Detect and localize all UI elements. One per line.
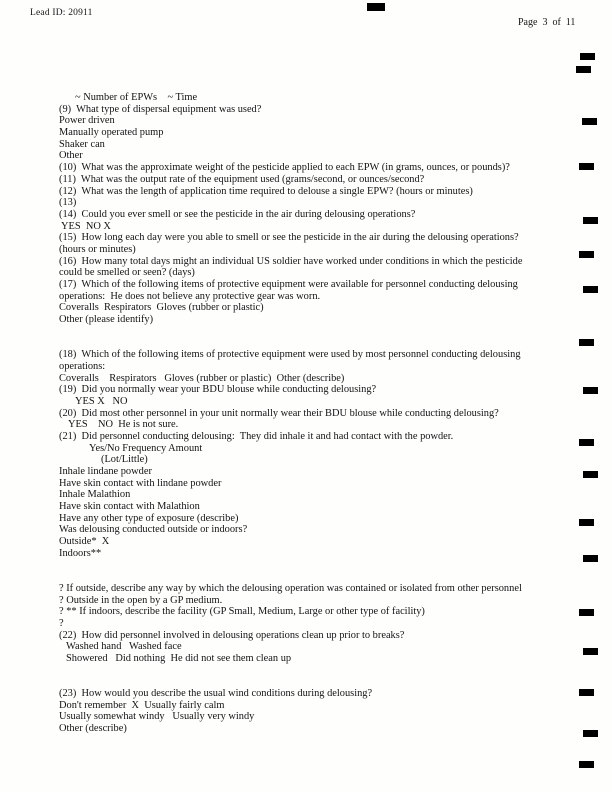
blank-line [59,676,575,688]
redaction-mark [583,555,598,562]
document-line: ~ Number of EPWs ~ Time [75,92,198,103]
document-line: (23) How would you describe the usual wind conditions during delousing? [59,688,373,700]
redaction-mark [583,730,598,737]
blank-line [59,571,575,583]
document-line: could be smelled or seen? (days) [59,267,195,279]
redaction-mark [580,53,595,60]
redaction-mark [579,251,594,258]
document-line: (15) How long each day were you able to smell or see the pesticide in the air during the delousing operations? [59,232,519,244]
document-line: ? ** If indoors, describe the facility (GP Small, Medium, Large or other type of facility) [59,606,425,618]
redaction-mark [583,387,598,394]
document-line: (22) How did personnel involved in delousing operations clean up prior to breaks? [59,629,405,641]
document-line: (16) How many total days might an individual US soldier have worked under conditions in which the pesticide [59,255,523,267]
lead-id-label: Lead ID: 20911 [30,8,93,18]
document-line: ? If outside, describe any way by which the delousing operation was contained or isolated from other personnel [59,582,522,594]
document-line: YES NO He is not sure. [68,419,179,431]
redaction-mark [583,471,598,478]
document-line: Outside* X [59,536,110,548]
document-line: ? Outside in the open by a GP medium. [59,594,223,606]
document-line: Have skin contact with Malathion [59,501,200,513]
redaction-mark [579,689,594,696]
blank-line [59,326,575,338]
document-line: Was delousing conducted outside or indoors? [59,524,248,536]
document-line: (14) Could you ever smell or see the pesticide in the air during delousing operations? [59,208,416,220]
redaction-mark [583,286,598,293]
document-line: Inhale Malathion [59,489,131,501]
document-line: (19) Did you normally wear your BDU blouse while conducting delousing? [59,384,377,396]
document-line: Indoors** [59,547,102,559]
document-line: YES NO X [61,220,111,232]
document-line: (21) Did personnel conducting delousing: They did inhale it and had contact with the powder. [59,430,454,442]
document-line: ? [59,617,64,629]
document-line: Showered Did nothing He did not see them clean up [66,653,292,664]
document-line: Manually operated pump [59,127,164,139]
document-line: operations: He does not believe any protective gear was worn. [59,290,321,302]
document-line: Inhale lindane powder [59,466,152,477]
document-line: Yes/No Frequency Amount [89,442,203,454]
document-line: (Lot/Little) [101,454,148,466]
document-line: (11) What was the output rate of the equipment used (grams/second, or ounces/second? [59,173,425,185]
document-line: YES X NO [75,395,128,407]
document-line: Coveralls Respirators Gloves (rubber or plastic) Other (describe) [59,372,345,384]
redaction-mark [579,761,594,768]
document-line: Other (please identify) [59,314,154,326]
redaction-mark [579,163,594,170]
document-line: Have skin contact with lindane powder [59,477,222,489]
document-line: (hours or minutes) [59,243,136,255]
document-line: (9) What type of dispersal equipment was used? [59,103,262,115]
document-line: Washed hand Washed face [66,641,182,653]
document-line: Coveralls Respirators Gloves (rubber or plastic) [59,302,264,314]
redaction-mark [583,217,598,224]
document-line: Usually somewhat windy Usually very windy [59,711,255,723]
document-line: Other (describe) [59,723,127,735]
blank-line [59,665,575,677]
document-line: Other [59,150,83,162]
page-number-label: Page 3 of 11 [518,17,576,28]
document-line: (13) [59,197,77,209]
document-line: (20) Did most other personnel in your unit normally wear their BDU blouse while conducting delousing? [59,407,499,419]
document-line: (12) What was the length of application time required to delouse a single EPW? (hours or minutes) [59,185,473,197]
document-line: Have any other type of exposure (describe) [59,512,239,524]
document-line: operations: [59,360,106,372]
redaction-mark [579,519,594,526]
redaction-mark [367,3,385,11]
document-body [59,92,575,735]
redaction-mark [579,439,594,446]
document-line: (10) What was the approximate weight of the pesticide applied to each EPW (in grams, ounces, or pounds)? [59,162,510,174]
redaction-mark [582,118,597,125]
blank-line [59,560,575,572]
redaction-mark [579,609,594,616]
document-line: Don't remember X Usually fairly calm [59,699,225,711]
redaction-mark [579,339,594,346]
document-line: Power driven [59,115,115,127]
redaction-mark [583,648,598,655]
document-line: (18) Which of the following items of protective equipment were used by most personnel conducting delousing [59,349,521,361]
document-line: Shaker can [59,138,105,150]
blank-line [59,337,575,349]
document-line: (17) Which of the following items of protective equipment were available for personnel conducting delousing [59,279,518,290]
redaction-mark [576,66,591,73]
